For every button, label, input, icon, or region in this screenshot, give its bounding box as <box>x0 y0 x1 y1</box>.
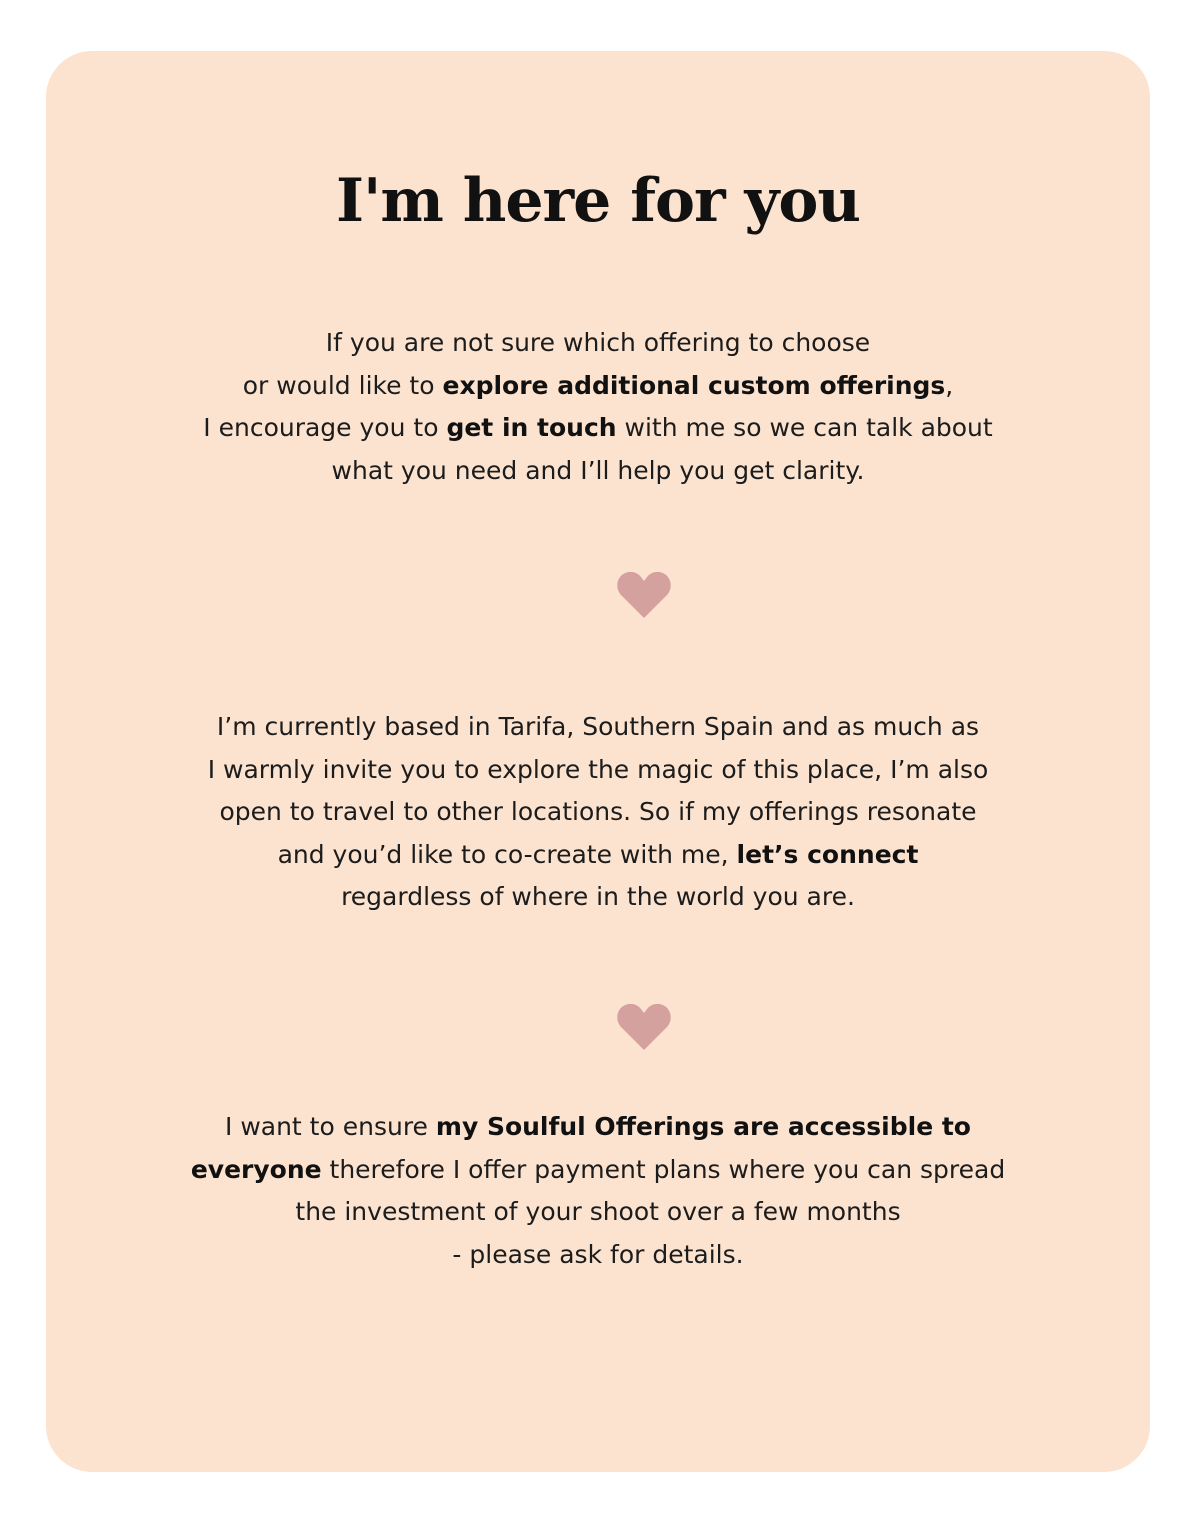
emphasis-text: explore additional custom offerings <box>442 370 946 400</box>
emphasis-text: get in touch <box>446 413 617 443</box>
text-line: what you need and I’ll help you get clarity. <box>331 455 865 485</box>
emphasis-text: my Soulful Offerings are accessible to <box>435 1112 971 1141</box>
heart-icon <box>617 1003 671 1051</box>
emphasis-text: everyone <box>190 1154 322 1184</box>
emphasis-text: let’s connect <box>736 839 919 869</box>
text-line: with me so we can talk about <box>616 413 993 443</box>
text-line: therefore I offer payment plans where you can spread <box>321 1154 1006 1184</box>
text-line: - please ask for details. <box>452 1239 744 1269</box>
content-card <box>46 51 1150 1472</box>
text-line: I encourage you to <box>203 413 447 443</box>
payment-paragraph <box>46 1106 1150 1276</box>
text-line: open to travel to other locations. So if my offerings resonate <box>219 797 977 827</box>
intro-paragraph <box>46 322 1150 492</box>
heart-icon <box>617 571 671 619</box>
text-line: I warmly invite you to explore the magic of this place, I’m also <box>207 754 989 784</box>
text-line: the investment of your shoot over a few months <box>295 1197 901 1227</box>
text-line: and you’d like to co-create with me, <box>277 839 737 869</box>
text-line: regardless of where in the world you are. <box>341 882 855 912</box>
text-line: If you are not sure which offering to choose <box>325 328 871 357</box>
location-paragraph <box>46 706 1150 919</box>
text-line: , <box>945 370 954 400</box>
page-title: I'm here for you <box>335 166 861 236</box>
text-line: or would like to <box>242 370 443 400</box>
text-line: I want to ensure <box>225 1112 436 1141</box>
text-line: I’m currently based in Tarifa, Southern Spain and as much as <box>216 712 980 741</box>
